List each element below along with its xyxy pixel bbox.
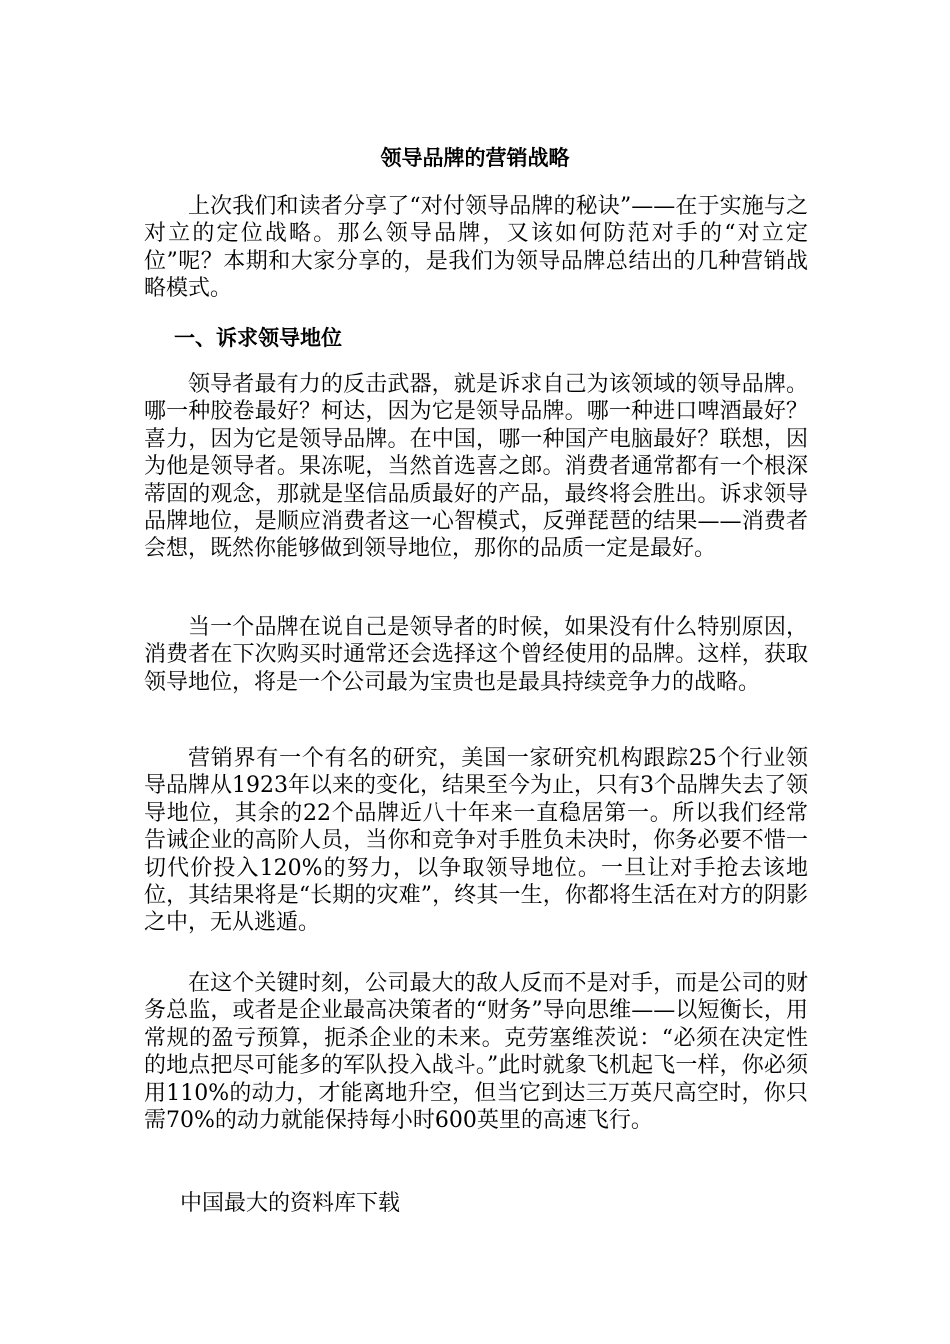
paragraph-finance: 在这个关键时刻，公司最大的敌人反而不是对手，而是公司的财务总监，或者是企业最高决策者的“财务”导向思维——以短衡长，用常规的盈亏预算，扼杀企业的未来。克劳塞维茨说：“必须在决定性的地点把尽可能多的军队投入战斗。”此时就象飞机起飞一样，你必须用110%的动力，才能离地升空，但当它到达三万英尺高空时，你只需70%的动力就能保持每小时600英里的高速飞行。 (144, 971, 808, 1134)
footer-note: 中国最大的资料库下载 (180, 1191, 401, 1216)
paragraph-consumer-choice: 当一个品牌在说自己是领导者的时候，如果没有什么特别原因，消费者在下次购买时通常还会选择这个曾经使用的品牌。这样，获取领导地位，将是一个公司最为宝贵也是最具持续竞争力的战略。 (144, 615, 808, 695)
page-title: 领导品牌的营销战略 (380, 146, 570, 170)
section-heading: 一、诉求领导地位 (174, 326, 342, 350)
paragraph-intro: 上次我们和读者分享了“对付领导品牌的秘诀”——在于实施与之对立的定位战略。那么领导品牌，又该如何防范对手的“对立定位”呢？本期和大家分享的，是我们为领导品牌总结出的几种营销战略模式。 (144, 194, 808, 302)
paragraph-leadership-appeal: 领导者最有力的反击武器，就是诉求自己为该领域的领导品牌。哪一种胶卷最好？柯达，因为它是领导品牌。哪一种进口啤酒最好？喜力，因为它是领导品牌。在中国，哪一种国产电脑最好？联想，因为他是领导者。果冻呢，当然首选喜之郎。消费者通常都有一个根深蒂固的观念，那就是坚信品质最好的产品，最终将会胜出。诉求领导品牌地位，是顺应消费者这一心智模式，反弹琵琶的结果——消费者会想，既然你能够做到领导地位，那你的品质一定是最好。 (144, 372, 808, 562)
paragraph-research: 营销界有一个有名的研究，美国一家研究机构跟踪25个行业领导品牌从1923年以来的变化，结果至今为止，只有3个品牌失去了领导地位，其余的22个品牌近八十年来一直稳居第一。所以我们经常告诫企业的高阶人员，当你和竞争对手胜负未决时，你务必要不惜一切代价投入120%的努力，以争取领导地位。一旦让对手抢去该地位，其结果将是“长期的灾难”，终其一生，你都将生活在对方的阴影之中，无从逃遁。 (144, 746, 808, 936)
